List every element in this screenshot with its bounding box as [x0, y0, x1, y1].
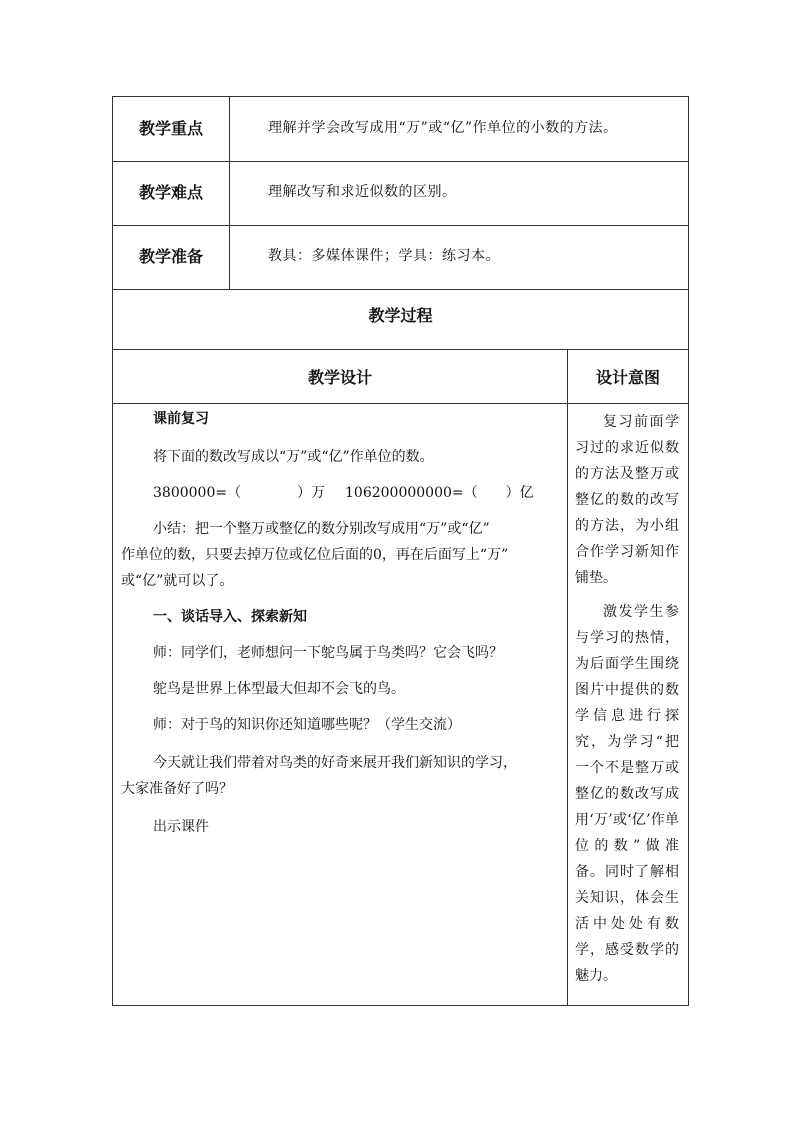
- teacher-question-1: 师：同学们，老师想问一下鸵鸟属于鸟类吗？它会飞吗？: [153, 645, 503, 661]
- show-courseware: 出示课件: [153, 819, 209, 835]
- review-instruction: 将下面的数改写成以“万”或“亿”作单位的数。: [153, 449, 434, 465]
- summary-line-2: 作单位的数，只要去掉万位或亿位后面的0，再在后面写上“万”: [121, 547, 509, 563]
- row-divider: [113, 289, 688, 290]
- summary-line-1: 小结：把一个整万或整亿的数分别改写成用“万”或“亿”: [153, 521, 490, 537]
- row-divider: [113, 161, 688, 162]
- difficulty-label: 教学难点: [138, 183, 203, 202]
- process-title: 教学过程: [368, 306, 433, 325]
- today-line-1: 今天就让我们带着对鸟类的好奇来展开我们新知识的学习，: [153, 755, 517, 771]
- intent-column-header: 设计意图: [595, 368, 660, 387]
- review-heading: 课前复习: [153, 411, 209, 427]
- design-intent: [575, 409, 679, 997]
- today-line-2: 大家准备好了吗？: [121, 781, 233, 797]
- preparation-value: 教具：多媒体课件；学具：练习本。: [268, 248, 500, 264]
- lesson-plan-table: [112, 96, 689, 1006]
- exercise-2: 106200000000=（ ）亿: [345, 485, 534, 501]
- intent-column-divider: [567, 349, 568, 1005]
- summary-line-3: 或“亿”就可以了。: [121, 573, 234, 589]
- row-divider: [113, 403, 688, 404]
- section-1-heading: 一、谈话导入、探索新知: [153, 609, 307, 625]
- teacher-question-2: 师：对于鸟的知识你还知道哪些呢？（学生交流）: [153, 717, 461, 733]
- row-divider: [113, 225, 688, 226]
- ostrich-fact: 鸵鸟是世界上体型最大但却不会飞的鸟。: [153, 681, 405, 697]
- key-point-value: 理解并学会改写成用“万”或“亿”作单位的小数的方法。: [268, 120, 618, 136]
- key-point-label: 教学重点: [138, 119, 203, 138]
- difficulty-value: 理解改写和求近似数的区别。: [268, 184, 457, 200]
- intent-paragraph-1: 复习前面学习过的求近似数的方法及整万或整亿的数的改写的方法，为小组合作学习新知作铺垫。: [575, 414, 679, 586]
- exercise-1: 3800000=（ ）万: [153, 485, 326, 501]
- row-divider: [113, 349, 688, 350]
- design-column-header: 教学设计: [307, 368, 372, 387]
- label-column-divider: [229, 97, 230, 289]
- preparation-label: 教学准备: [138, 247, 203, 266]
- intent-paragraph-2: 激发学生参与学习的热情，为后面学生围绕图片中提供的数学信息进行探究，为学习“把一个不是整万或整亿的数改写成用‘万’或‘亿’作单位的数”做准备。同时了解相关知识，体会生活中处处有数学，感受数学的魅力。: [575, 604, 679, 984]
